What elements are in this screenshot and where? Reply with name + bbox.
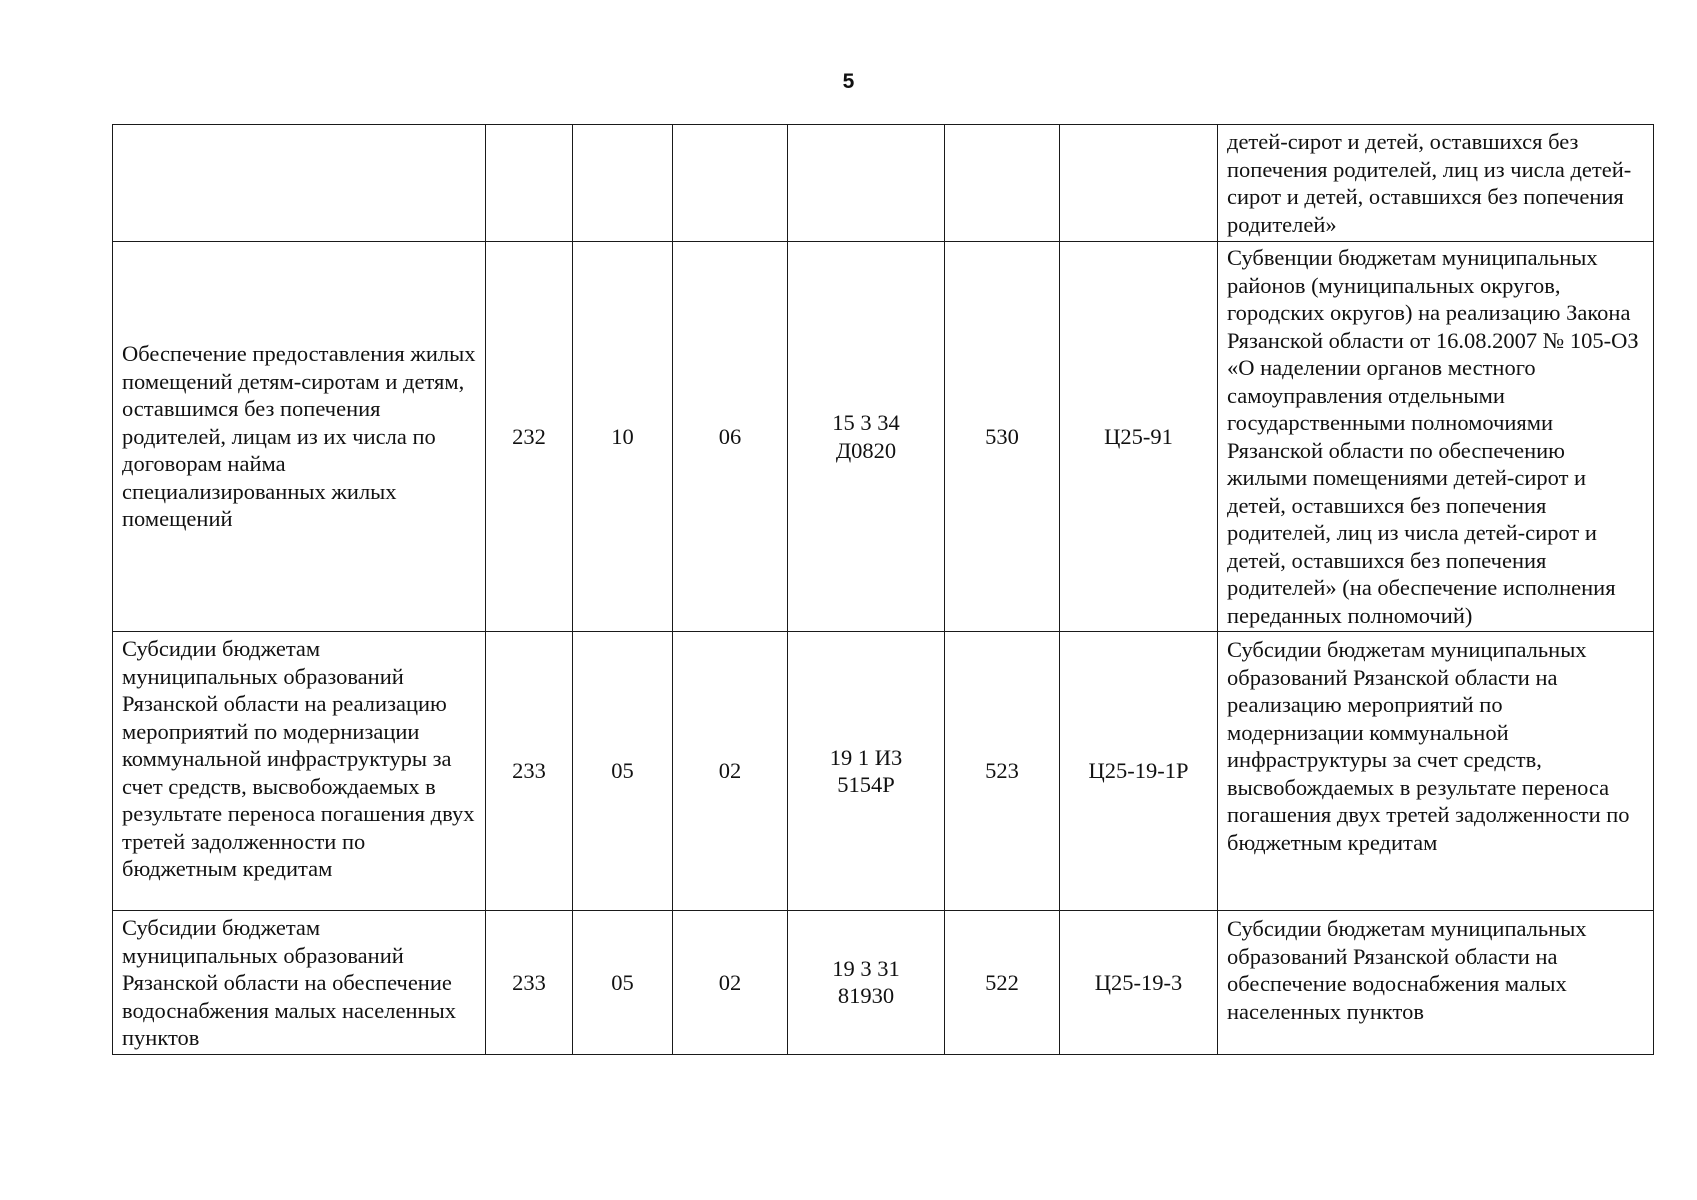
expense-type-cell: 530 [945, 242, 1060, 632]
description-cell: Субсидии бюджетам муниципальных образований Рязанской области на реализацию мероприятий по модернизации коммунальной инфраструктуры за счет средств, высвобождаемых в результате переноса погашения двух третей задолженности по бюджетным кредитам [1218, 632, 1654, 911]
row-name-cell: Субсидии бюджетам муниципальных образований Рязанской области на реализацию мероприятий по модернизации коммунальной инфраструктуры за счет средств, высвобождаемых в результате переноса погашения двух третей задолженности по бюджетным кредитам [113, 632, 486, 911]
purpose-code-cell: Ц25-19-3 [1060, 911, 1218, 1055]
target-article-cell [788, 632, 945, 911]
section-cell: 05 [573, 911, 673, 1055]
row-name-cell [113, 125, 486, 242]
target-article-line-1: 19 3 31 [832, 955, 900, 981]
subsection-cell: 06 [673, 242, 788, 632]
description-cell: Субсидии бюджетам муниципальных образований Рязанской области на обеспечение водоснабжения малых населенных пунктов [1218, 911, 1654, 1055]
target-article-cell [788, 911, 945, 1055]
row-name-cell: Обеспечение предоставления жилых помещений детям-сиротам и детям, оставшимся без попечения родителей, лицам из их числа по договорам найма специализированных жилых помещений [113, 242, 486, 632]
expense-type-cell: 523 [945, 632, 1060, 911]
target-article-line-1: 19 1 И3 [829, 744, 903, 770]
section-cell [573, 125, 673, 242]
target-article-cell [788, 125, 945, 242]
code-cell: 233 [486, 632, 573, 911]
target-article-line-2: 5154Р [837, 772, 895, 797]
budget-table [112, 124, 1654, 1055]
code-cell: 233 [486, 911, 573, 1055]
purpose-code-cell: Ц25-19-1Р [1060, 632, 1218, 911]
target-article-line-1: 15 3 34 [832, 410, 900, 435]
description-cell: Субвенции бюджетам муниципальных районов (муниципальных округов, городских округов) на реализацию Закона Рязанской области от 16.08.2007 № 105-ОЗ «О наделении органов местного самоуправления отдельными государственными полномочиями Рязанской области по обеспечению жилыми помещениями детей-сирот и детей, оставшихся без попечения родителей, лиц из числа детей-сирот и детей, оставшихся без попечения родителей» (на обеспечение исполнения переданных полномочий) [1218, 242, 1654, 632]
table-row [113, 242, 1654, 632]
table-row [113, 125, 1654, 242]
target-article-line-2: 81930 [837, 983, 895, 1009]
code-cell: 232 [486, 242, 573, 632]
target-article-cell [788, 242, 945, 632]
purpose-code-cell: Ц25-91 [1060, 242, 1218, 632]
row-name-cell: Субсидии бюджетам муниципальных образований Рязанской области на обеспечение водоснабжения малых населенных пунктов [113, 911, 486, 1055]
subsection-cell: 02 [673, 632, 788, 911]
subsection-cell [673, 125, 788, 242]
table-row [113, 911, 1654, 1055]
code-cell [486, 125, 573, 242]
section-cell: 10 [573, 242, 673, 632]
target-article-line-2: Д0820 [835, 437, 897, 463]
section-cell: 05 [573, 632, 673, 911]
expense-type-cell: 522 [945, 911, 1060, 1055]
description-cell: детей-сирот и детей, оставшихся без попечения родителей, лиц из числа детей-сирот и детей, оставшихся без попечения родителей» [1218, 125, 1654, 242]
page-number: 5 [842, 70, 855, 93]
expense-type-cell [945, 125, 1060, 242]
purpose-code-cell [1060, 125, 1218, 242]
table-row [113, 632, 1654, 911]
subsection-cell: 02 [673, 911, 788, 1055]
